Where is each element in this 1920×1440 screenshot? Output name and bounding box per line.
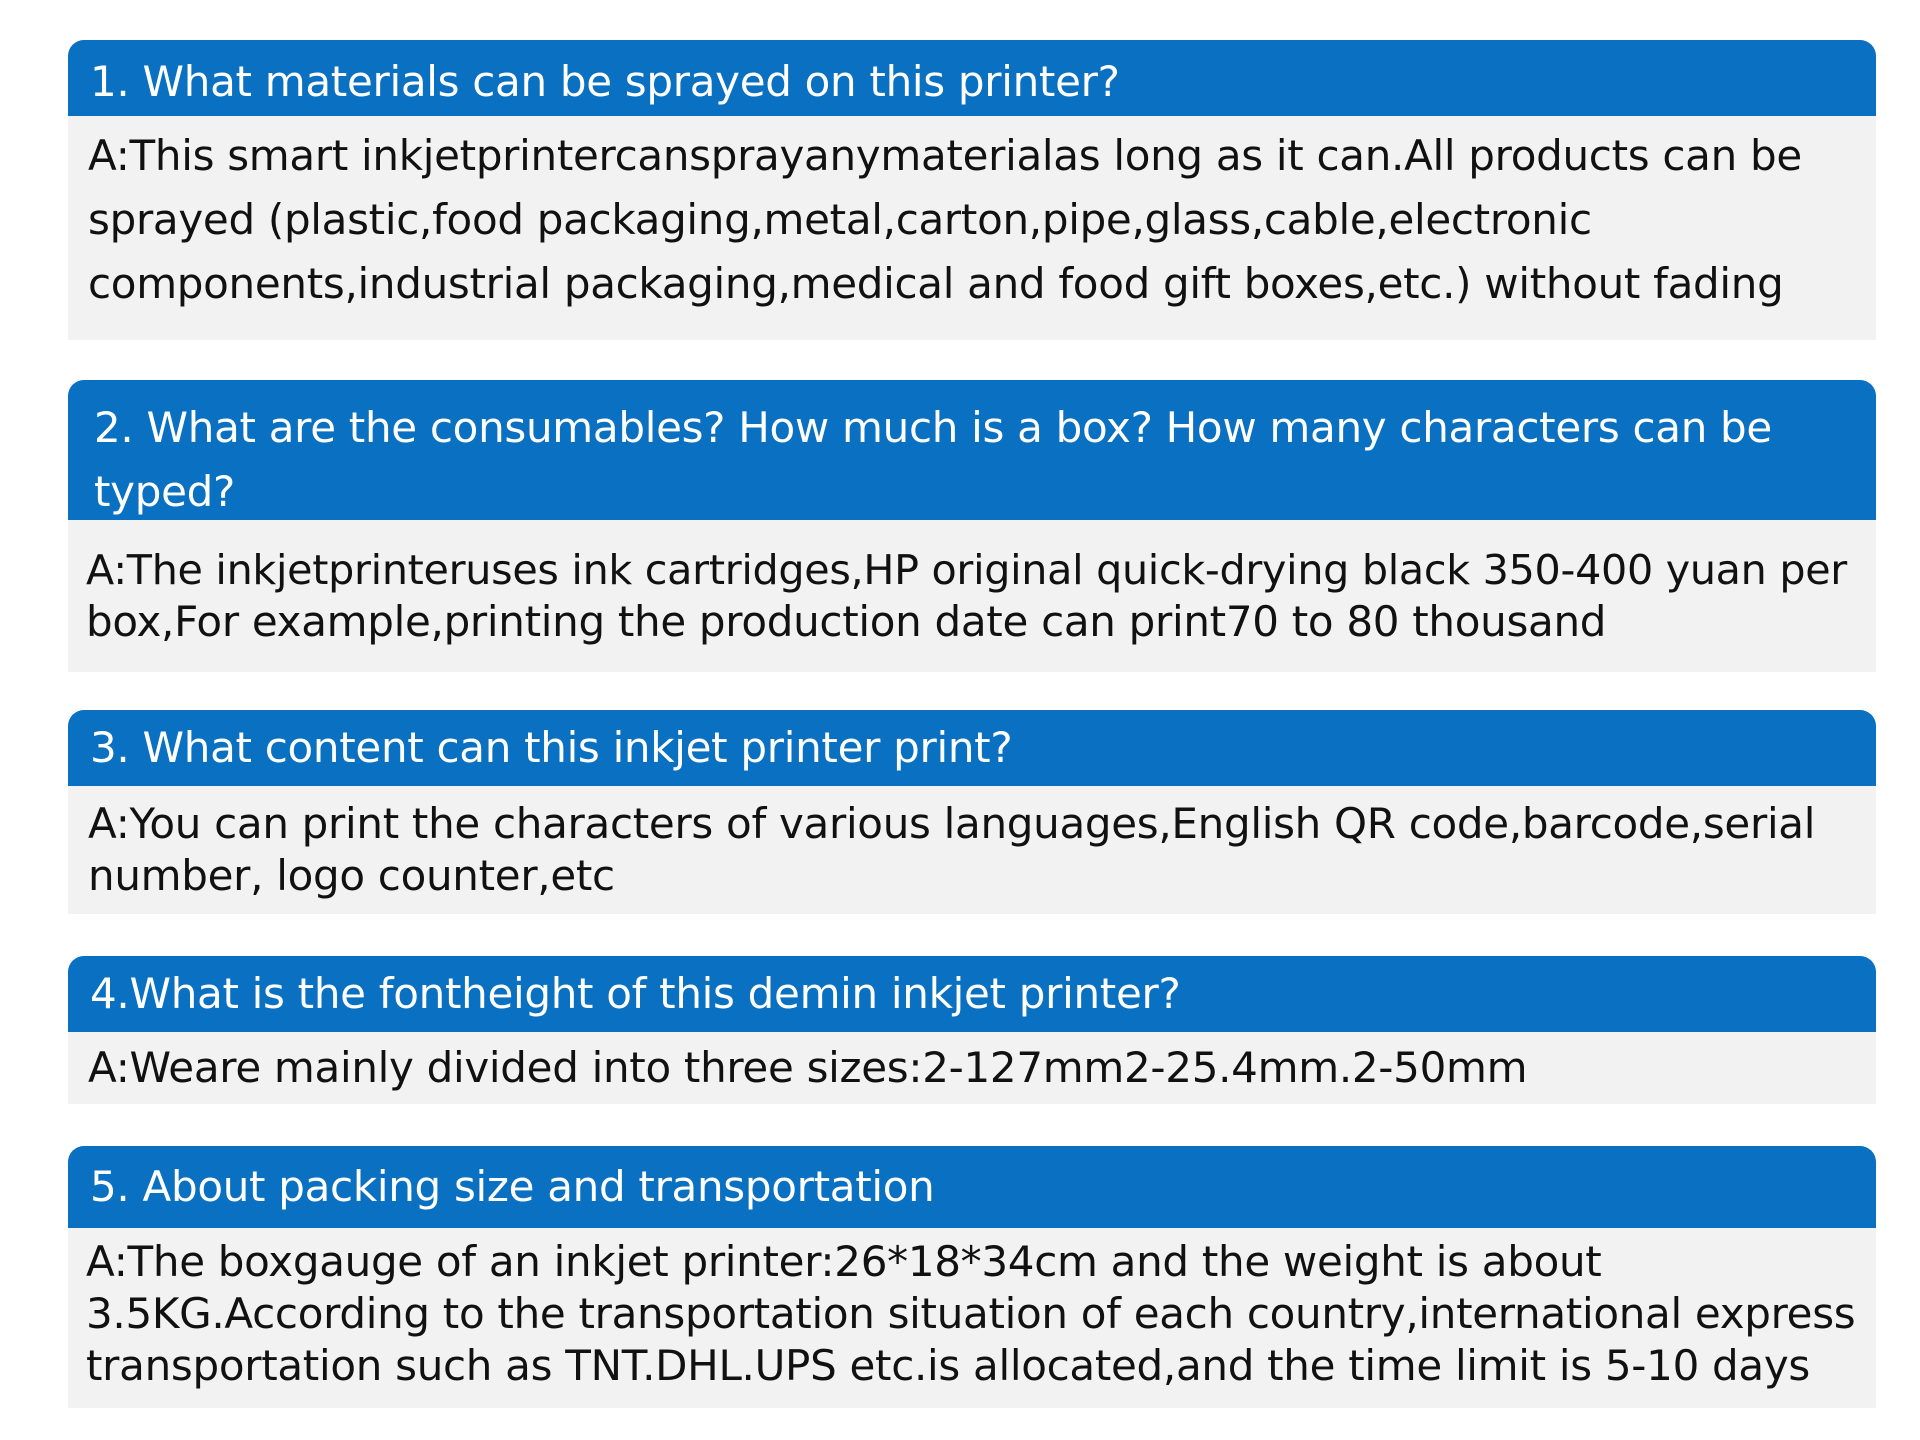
faq-answer-4 bbox=[68, 1032, 1876, 1104]
faq-item-2 bbox=[68, 380, 1876, 672]
faq-answer-3 bbox=[68, 786, 1876, 914]
faq-item-3 bbox=[68, 710, 1876, 914]
faq-question-4 bbox=[68, 956, 1876, 1032]
answer-line: transportation such as TNT.DHL.UPS etc.is allocated,and the time limit is 5-10 days bbox=[86, 1341, 1810, 1390]
faq-question-1 bbox=[68, 40, 1876, 116]
question-line: 4.What is the fontheight of this demin inkjet printer? bbox=[90, 969, 1181, 1018]
question-line: 1. What materials can be sprayed on this printer? bbox=[90, 57, 1120, 106]
faq-question-5 bbox=[68, 1146, 1876, 1228]
answer-line: A:You can print the characters of various languages,English QR code,barcode,serial bbox=[88, 799, 1816, 848]
answer-line: components,industrial packaging,medical and food gift boxes,etc.) without fading bbox=[88, 259, 1784, 308]
question-line: 3. What content can this inkjet printer print? bbox=[90, 723, 1013, 772]
answer-line: A:Weare mainly divided into three sizes:2-127mm2-25.4mm.2-50mm bbox=[88, 1043, 1528, 1092]
question-line: 2. What are the consumables? How much is a box? How many characters can be bbox=[94, 403, 1772, 452]
faq-question-3 bbox=[68, 710, 1876, 786]
faq-answer-1 bbox=[68, 116, 1876, 340]
faq-question-2 bbox=[68, 380, 1876, 520]
answer-line: A:The inkjetprinteruses ink cartridges,HP original quick-drying black 350-400 yuan per bbox=[86, 546, 1847, 594]
answer-line: number, logo counter,etc bbox=[88, 851, 615, 900]
faq-item-1 bbox=[68, 40, 1876, 340]
answer-line: 3.5KG.According to the transportation situation of each country,international express bbox=[86, 1289, 1856, 1338]
answer-line: sprayed (plastic,food packaging,metal,carton,pipe,glass,cable,electronic bbox=[88, 195, 1592, 244]
faq-answer-5 bbox=[68, 1228, 1876, 1408]
answer-line: box,For example,printing the production date can print70 to 80 thousand bbox=[86, 597, 1607, 646]
answer-line: A:The boxgauge of an inkjet printer:26*18*34cm and the weight is about bbox=[86, 1237, 1602, 1286]
faq-item-5 bbox=[68, 1146, 1876, 1408]
question-line: 5. About packing size and transportation bbox=[90, 1162, 935, 1211]
faq-item-4 bbox=[68, 956, 1876, 1104]
answer-line: A:This smart inkjetprintercansprayanymaterialas long as it can.All products can be bbox=[88, 131, 1802, 180]
question-line: typed? bbox=[94, 467, 235, 516]
faq-answer-2 bbox=[68, 520, 1876, 672]
